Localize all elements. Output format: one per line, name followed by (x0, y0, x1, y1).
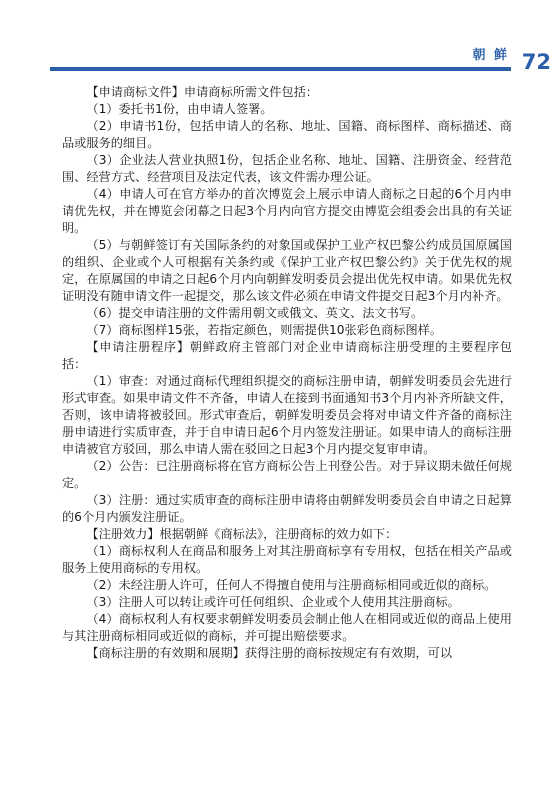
paragraph-validity-renewal-heading: 【商标注册的有效期和展期】获得注册的商标按规定有有效期，可以 (86, 646, 453, 660)
paragraph-item: （5）与朝鲜签订有关国际条约的对象国或保护工业产权巴黎公约成员国原属国的组织、企业或个人可根据有关条约或《保护工业产权巴黎公约》关于优先权的规定，在原属国的申请之日起6个月内向朝鲜发明委员会提出优先权申请。如果优先权证明没有随申请文件一起提交，那么该文件必须在申请文件提交日起3个月内补齐。 (62, 238, 512, 303)
page-number: 72 (521, 50, 551, 74)
paragraph-item: （6）提交申请注册的文件需用朝文或俄文、英文、法文书写。 (86, 306, 424, 320)
paragraph-item: （1）审查：对通过商标代理组织提交的商标注册申请，朝鲜发明委员会先进行形式审查。如果申请文件不齐备，申请人在接到书面通知书3个月内补齐所缺文件，否则，该申请将被驳回。形式审查后，朝鲜发明委员会将对申请文件齐备的商标注册申请进行实质审查，并于自申请日起6个月内签发注册证。如果申请人的商标注册申请被官方驳回，那么申请人需在驳回之日起3个月内提交复审申请。 (62, 374, 512, 456)
page-header (0, 0, 559, 80)
body-text (62, 84, 512, 662)
paragraph-item: （3）注册：通过实质审查的商标注册申请将由朝鲜发明委员会自申请之日起算的6个月内颁发注册证。 (62, 493, 512, 524)
paragraph-item: （3）注册人可以转让或许可任何组织、企业或个人使用其注册商标。 (86, 595, 460, 609)
paragraph-item: （1）委托书1份，由申请人签署。 (86, 102, 273, 116)
paragraph-item: （7）商标图样15张，若指定颜色，则需提供10张彩色商标图样。 (86, 323, 443, 337)
paragraph-registration-effect-heading: 【注册效力】根据朝鲜《商标法》，注册商标的效力如下： (86, 527, 398, 541)
paragraph-item: （4）商标权利人有权要求朝鲜发明委员会制止他人在相同或近似的商品上使用与其注册商标相同或近似的商标，并可提出赔偿要求。 (62, 612, 512, 643)
paragraph-application-documents-heading: 【申请商标文件】申请商标所需文件包括： (86, 85, 318, 99)
section-label: 朝 鲜 (472, 48, 509, 63)
paragraph-item: （1）商标权利人在商品和服务上对其注册商标享有专用权，包括在相关产品或服务上使用商标的专用权。 (62, 544, 512, 575)
paragraph-item: （2）公告：已注册商标将在官方商标公告上刊登公告。对于异议期未做任何规定。 (62, 459, 512, 490)
paragraph-item: （4）申请人可在官方举办的首次博览会上展示申请人商标之日起的6个月内申请优先权，并在博览会闭幕之日起3个月内向官方提交由博览会组委会出具的有关证明。 (62, 187, 512, 235)
paragraph-registration-procedure-heading: 【申请注册程序】朝鲜政府主管部门对企业申请商标注册受理的主要程序包括： (62, 340, 512, 371)
paragraph-item: （3）企业法人营业执照1份，包括企业名称、地址、国籍、注册资金、经营范围、经营方式、经营项目及法定代表，该文件需办理公证。 (62, 153, 512, 184)
header-rule (50, 67, 511, 71)
paragraph-item: （2）申请书1份，包括申请人的名称、地址、国籍、商标图样、商标描述、商品或服务的细目。 (62, 119, 512, 150)
paragraph-item: （2）未经注册人许可，任何人不得擅自使用与注册商标相同或近似的商标。 (86, 578, 497, 592)
